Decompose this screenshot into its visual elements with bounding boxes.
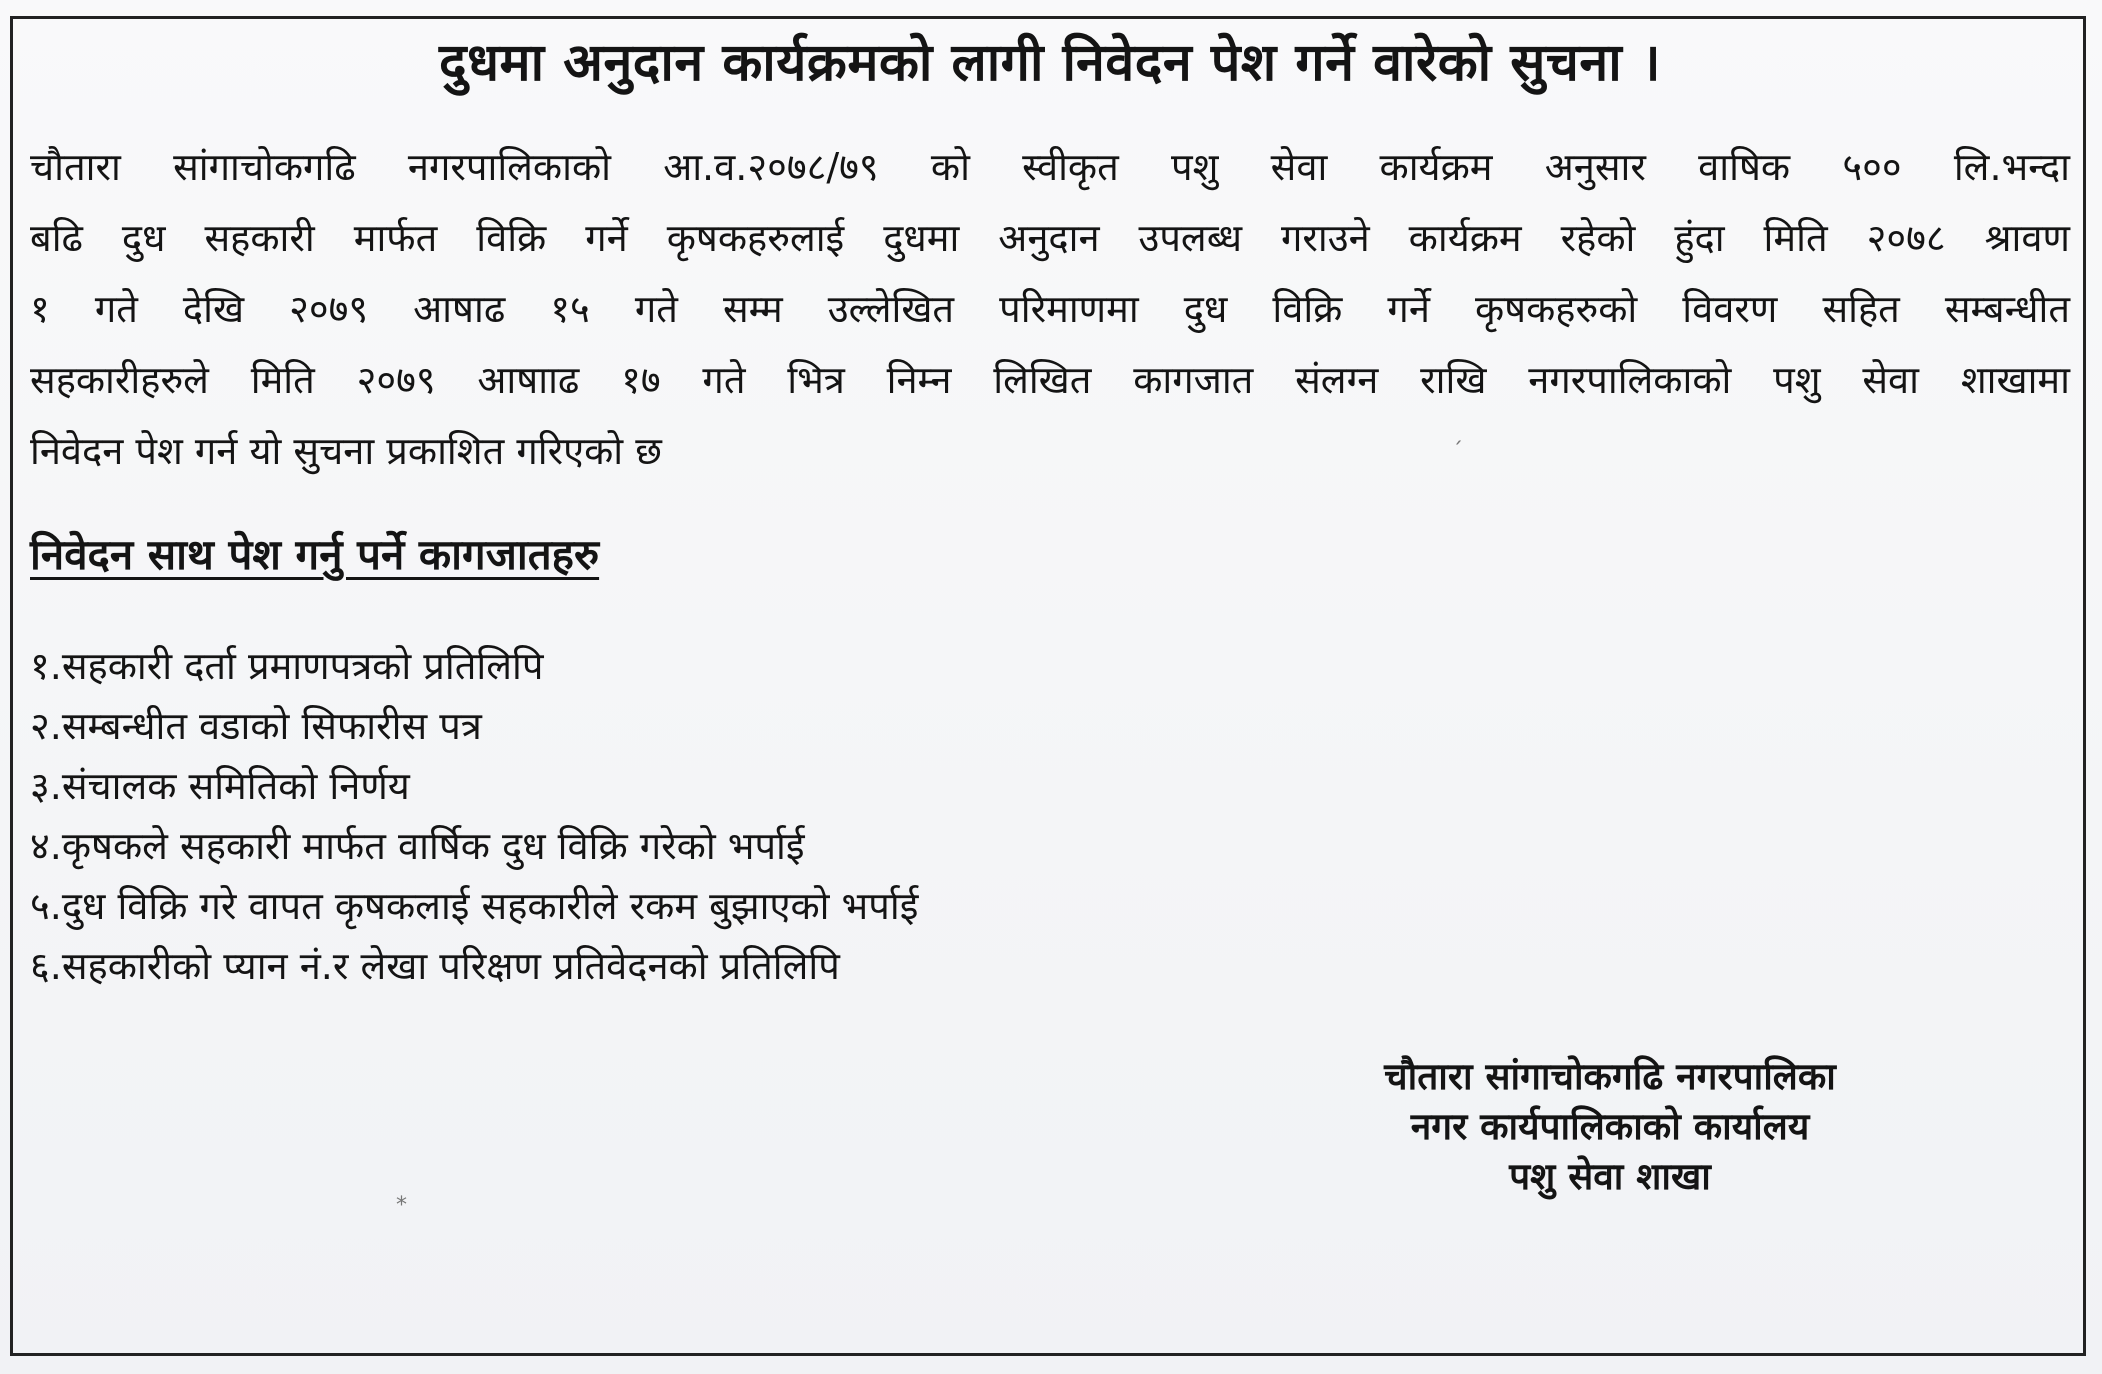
list-item: ५.दुध विक्रि गरे वापत कृषकलाई सहकारीले रकम बुझाएको भर्पाई <box>30 884 919 928</box>
issuer-office: नगर कार्यपालिकाको कार्यालय <box>1410 1105 1810 1148</box>
required-documents-list <box>30 636 918 996</box>
list-item: ६.सहकारीको प्यान नं.र लेखा परिक्षण प्रतिवेदनको प्रतिलिपि <box>30 944 840 988</box>
notice-title: दुधमा अनुदान कार्यक्रमको लागी निवेदन पेश गर्ने वारेको सुचना । <box>438 33 1662 93</box>
paper-speck: ˏ <box>1452 420 1463 445</box>
issuer-section: पशु सेवा शाखा <box>1509 1155 1711 1198</box>
body-line: निवेदन पेश गर्न यो सुचना प्रकाशित गरिएको छ <box>30 429 662 473</box>
list-item: ३.संचालक समितिको निर्णय <box>30 764 410 808</box>
issuer-signature-block <box>1300 1052 1920 1202</box>
body-line: चौतारा सांगाचोकगढि नगरपालिकाको आ.व.२०७८/७९ को स्वीकृत पशु सेवा कार्यक्रम अनुसार वाषिक ५०० लि.भन्दा <box>30 145 2070 189</box>
list-item: ४.कृषकले सहकारी मार्फत वार्षिक दुध विक्रि गरेको भर्पाई <box>30 824 805 868</box>
notice-body <box>30 132 2070 487</box>
body-line: १ गते देखि २०७९ आषाढ १५ गते सम्म उल्लेखित परिमाणमा दुध विक्रि गर्ने कृषकहरुको विवरण सहित सम्बन्धीत <box>30 287 2070 331</box>
list-item: १.सहकारी दर्ता प्रमाणपत्रको प्रतिलिपि <box>30 644 544 688</box>
body-line: बढि दुध सहकारी मार्फत विक्रि गर्ने कृषकहरुलाई दुधमा अनुदान उपलब्ध गराउने कार्यक्रम रहेको हुंदा मिति २०७८ श्रावण <box>30 216 2070 260</box>
body-line: सहकारीहरुले मिति २०७९ आषााढ १७ गते भित्र निम्न लिखित कागजात संलग्न राखि नगरपालिकाको पशु सेवा शाखामा <box>30 358 2070 402</box>
paper-speck: ⁎ <box>396 1186 407 1211</box>
list-item: २.सम्बन्धीत वडाको सिफारीस पत्र <box>30 704 482 748</box>
issuer-municipality: चौतारा सांगाचोकगढि नगरपालिका <box>1384 1055 1836 1098</box>
documents-heading: निवेदन साथ पेश गर्नु पर्ने कागजातहरु <box>30 530 600 579</box>
